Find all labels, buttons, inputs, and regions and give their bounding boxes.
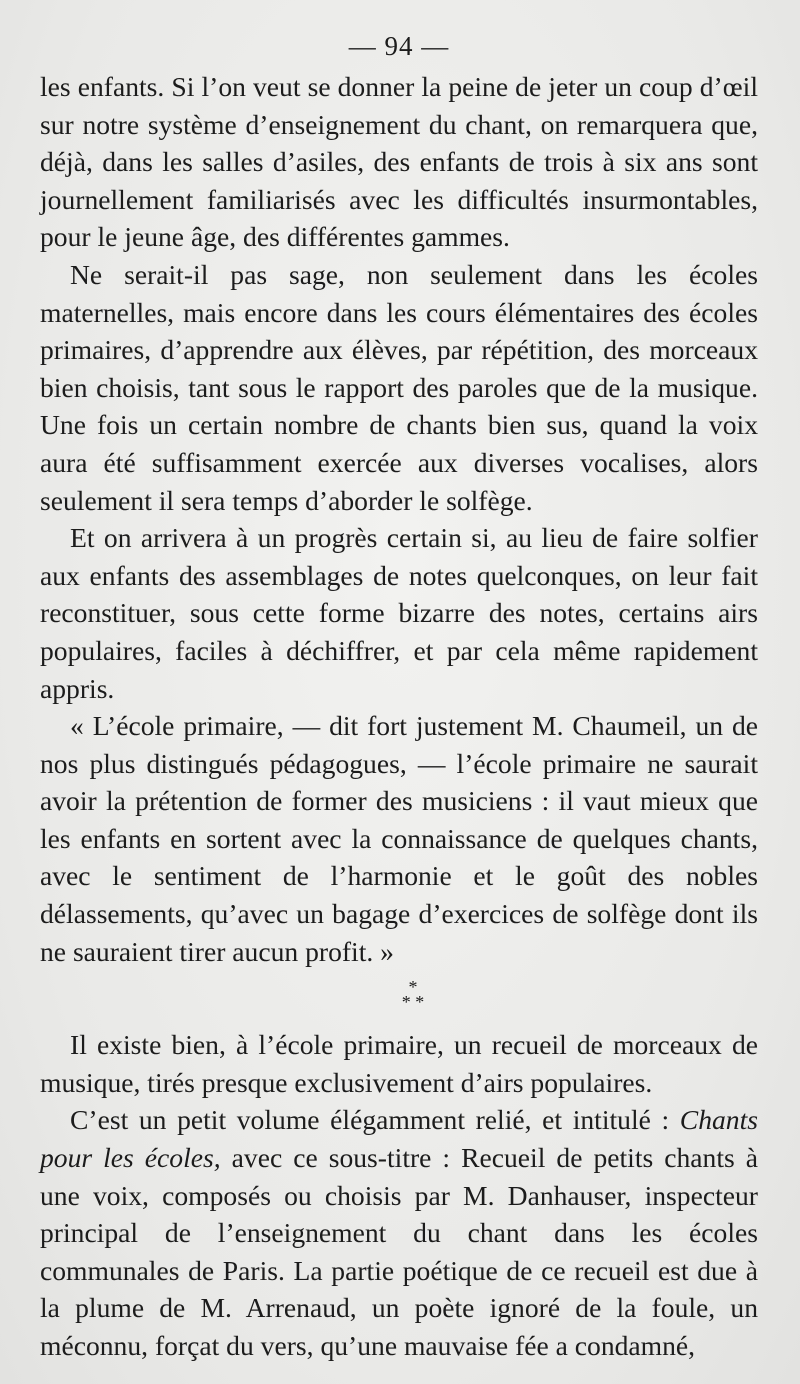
paragraph-6-intro: C’est un petit volume élégamment relié, et intitulé : <box>70 1104 680 1136</box>
paragraph-5: Il existe bien, à l’école primaire, un recueil de morceaux de musique, tirés presque exclusivement d’airs populaires. <box>40 1029 758 1098</box>
asterism-top: * <box>408 977 418 998</box>
paragraph-6 <box>40 1101 758 1364</box>
paragraph-3: Et on arrivera à un progrès certain si, au lieu de faire solfier aux enfants des assemblages de notes quelconques, on leur fait reconstituer, sous cette forme bizarre des notes, certains airs populaires, faciles à déchiffrer, et par cela même rapidement appris. <box>40 522 758 704</box>
paragraph-1: les enfants. Si l’on veut se donner la peine de jeter un coup d’œil sur notre système d’enseignement du chant, on remarquera que, déjà, dans les salles d’asiles, des enfants de trois à six ans sont journellement familiarisés avec les difficultés insurmontables, pour le jeune âge, des différentes gammes. <box>40 71 758 253</box>
page-number: — 94 — <box>348 31 450 61</box>
paragraph-6-rest: avec ce sous-titre : Recueil de petits chants à une voix, composés ou choisis par M. Danhauser, inspecteur principal de l’enseignement du chant dans les écoles communales de Paris. La partie poétique de ce recueil est due à la plume de M. Arrenaud, un poète ignoré de la foule, un méconnu, forçat du vers, qu’une mauvaise fée a condamné, <box>40 1142 759 1361</box>
paragraph-4-quotation: « L’école primaire, — dit fort justement M. Chaumeil, un de nos plus distingués pédagogues, — l’école primaire ne saurait avoir la prétention de former des musiciens : il vaut mieux que les enfants en sortent avec la connaissance de quelques chants, avec le sentiment de l’harmonie et le goût des nobles délassements, qu’avec un bagage d’exercices de solfège dont ils ne sauraient tirer aucun profit. » <box>40 710 758 967</box>
book-title: Chants pour les écoles, <box>40 1104 758 1174</box>
asterism-bottom: * * <box>401 992 425 1013</box>
paragraph-2: Ne serait-il pas sage, non seulement dans les écoles maternelles, mais encore dans les cours élémentaires des écoles primaires, d’apprendre aux élèves, par répétition, des morceaux bien choisis, tant sous le rapport des paroles que de la musique. Une fois un certain nombre de chants bien sus, quand la voix aura été suffisamment exercée aux diverses vocalises, alors seulement il sera temps d’aborder le solfège. <box>40 258 758 516</box>
section-asterism <box>40 977 758 1013</box>
